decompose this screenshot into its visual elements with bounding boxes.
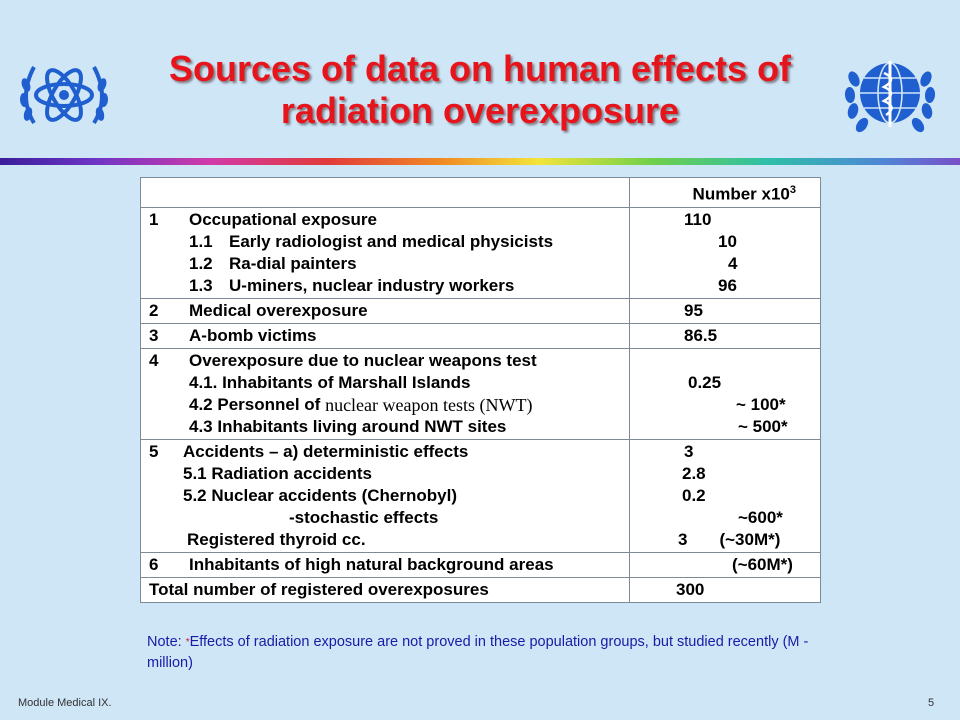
footnote: Note: *Effects of radiation exposure are not proved in these population groups, but studied recently (M - million) <box>147 634 809 671</box>
table-row: 1 Occupational exposure 1.1 Early radiologist and medical physicists 1.2 Ra-dial painters 1.3 U-miners, nuclear industry workers 110 10 4 96 <box>141 207 821 298</box>
who-logo <box>840 45 940 150</box>
table-row: 4 Overexposure due to nuclear weapons test 4.1. Inhabitants of Marshall Islands 4.2 Personnel of nuclear weapon tests (NWT) 4.3 Inhabitants living around NWT sites 0.25 ~ 100* ~ 500* <box>141 348 821 439</box>
table-row: 6 Inhabitants of high natural background areas (~60M*) <box>141 552 821 577</box>
slide-title <box>120 48 840 132</box>
table-row: 2 Medical overexposure 95 <box>141 298 821 323</box>
page-number: 5 <box>928 697 935 709</box>
table-total-row: Total number of registered overexposures 300 <box>141 577 821 602</box>
iaea-logo <box>14 45 114 150</box>
title-line-2: radiation overexposure <box>280 90 680 131</box>
table-row: 3 A-bomb victims 86.5 <box>141 323 821 348</box>
footer-module-label: Module Medical IX. <box>18 697 112 709</box>
table-header-row <box>141 178 821 208</box>
rainbow-divider <box>0 158 960 165</box>
table-row: 5 Accidents – a) deterministic effects 5.1 Radiation accidents 5.2 Nuclear accidents (Chernobyl) -stochastic effects Registered thyroid cc. 3 2.8 0.2 ~600* 3 (~30M*) <box>141 439 821 552</box>
number-header: Number $x10^3$ <box>630 178 821 208</box>
data-table <box>140 177 821 603</box>
title-line-1: Sources of data on human effects of <box>168 48 792 89</box>
